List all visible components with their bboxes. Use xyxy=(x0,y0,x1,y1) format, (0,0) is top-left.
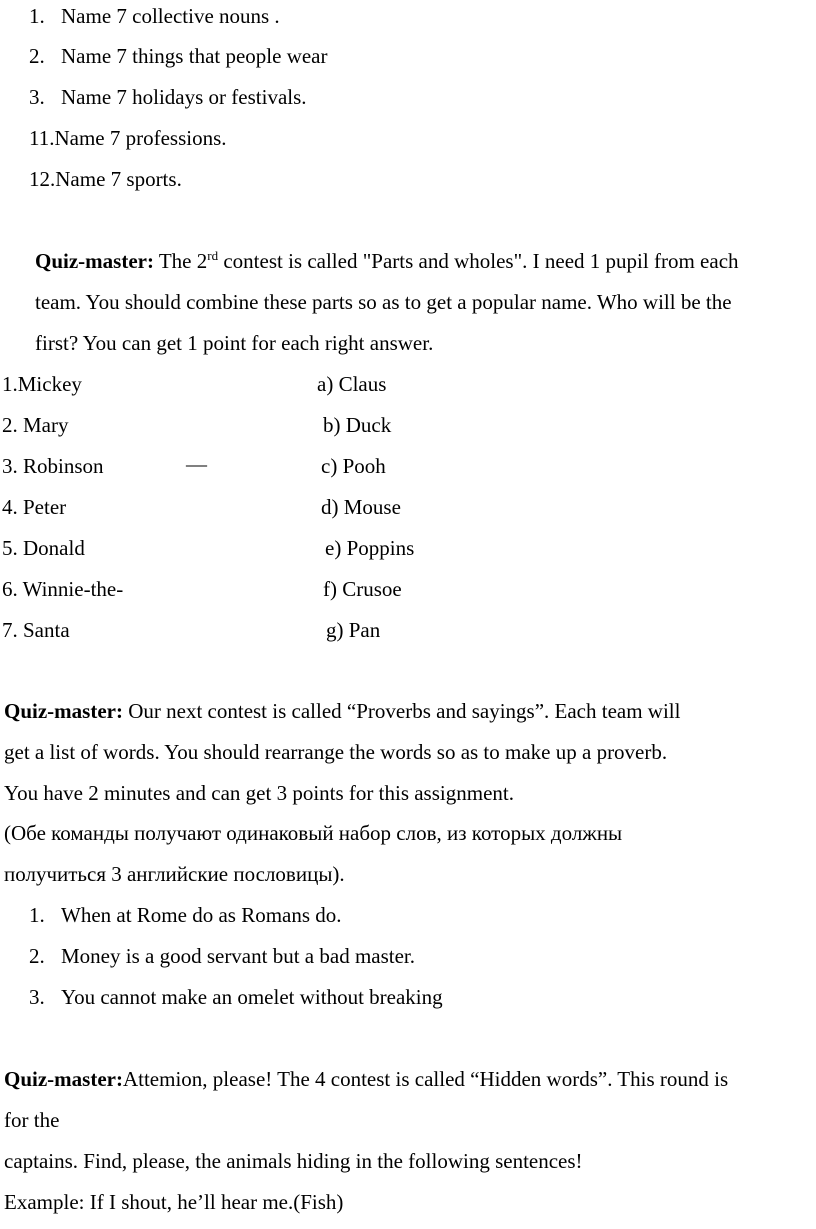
match-left: 6. Winnie-the- xyxy=(2,577,124,601)
list-text: Name 7 collective nouns . xyxy=(61,4,280,28)
list-text: Name 7 professions. xyxy=(54,126,227,150)
list-number: 1. xyxy=(29,4,45,28)
list-number: 12. xyxy=(29,167,56,191)
list-text: Name 7 things that people wear xyxy=(61,44,328,68)
list-number: 2. xyxy=(29,944,45,968)
match-left-text: Mickey xyxy=(17,372,82,396)
paragraph-text: The 2 xyxy=(153,249,208,273)
paragraph-line: team. You should combine these parts so as to get a popular name. Who will be the xyxy=(35,290,732,314)
match-dash: — xyxy=(186,452,207,476)
list-text: Name 7 sports. xyxy=(55,167,182,191)
match-right: d) Mouse xyxy=(321,495,401,519)
speaker-label: Quiz-master: xyxy=(4,1067,123,1091)
list-number: 1. xyxy=(29,903,45,927)
match-left xyxy=(2,371,82,397)
list-item xyxy=(29,84,307,110)
paragraph-line: получиться 3 английские пословицы). xyxy=(4,862,345,886)
list-text: When at Rome do as Romans do. xyxy=(61,903,342,927)
match-right: c) Pooh xyxy=(321,454,386,478)
match-right: a) Claus xyxy=(317,372,387,396)
match-left: 5. Donald xyxy=(2,536,85,560)
list-item xyxy=(29,984,443,1010)
ordinal-suffix: rd xyxy=(207,248,219,263)
paragraph-text: Our next contest is called “Proverbs and sayings”. Each team will xyxy=(122,699,681,723)
match-right: e) Poppins xyxy=(325,536,415,560)
list-item xyxy=(29,943,415,969)
paragraph-line: get a list of words. You should rearrange the words so as to make up a proverb. xyxy=(4,740,668,764)
list-item xyxy=(29,43,328,69)
match-left: 2. Mary xyxy=(2,413,69,437)
paragraph-line xyxy=(4,698,680,724)
list-text: You cannot make an omelet without breaking xyxy=(61,985,443,1009)
paragraph-text: Attemion, please! The 4 contest is called “Hidden words”. This round is xyxy=(122,1067,729,1091)
paragraph-line: (Обе команды получают одинаковый набор слов, из которых должны xyxy=(4,821,623,845)
paragraph-line: You have 2 minutes and can get 3 points for this assignment. xyxy=(4,781,514,805)
list-text: Money is a good servant but a bad master. xyxy=(61,944,416,968)
list-number: 2. xyxy=(29,44,45,68)
list-item xyxy=(29,166,182,192)
list-item xyxy=(29,902,342,928)
match-right: b) Duck xyxy=(323,413,392,437)
paragraph-line: captains. Find, please, the animals hiding in the following sentences! xyxy=(4,1149,583,1173)
match-left: 7. Santa xyxy=(2,618,70,642)
speaker-label: Quiz-master: xyxy=(35,249,154,273)
speaker-label: Quiz-master: xyxy=(4,699,123,723)
match-right: f) Crusoe xyxy=(323,577,402,601)
match-left: 4. Peter xyxy=(2,495,67,519)
match-right: g) Pan xyxy=(326,618,381,642)
list-item xyxy=(29,3,280,29)
paragraph-line: for the xyxy=(4,1108,60,1132)
paragraph-line xyxy=(35,248,739,274)
paragraph-line: first? You can get 1 point for each right answer. xyxy=(35,331,434,355)
paragraph-line xyxy=(4,1066,728,1092)
paragraph-text: contest is called "Parts and wholes". I need 1 pupil from each xyxy=(218,249,739,273)
list-item xyxy=(29,125,227,151)
match-left: 3. Robinson xyxy=(2,454,104,478)
list-text: Name 7 holidays or festivals. xyxy=(61,85,307,109)
list-number: 3. xyxy=(29,85,45,109)
list-number: 3. xyxy=(29,985,45,1009)
list-number: 11. xyxy=(29,126,55,150)
match-left-number: 1. xyxy=(2,372,18,396)
paragraph-line: Example: If I shout, he’ll hear me.(Fish) xyxy=(4,1190,344,1214)
